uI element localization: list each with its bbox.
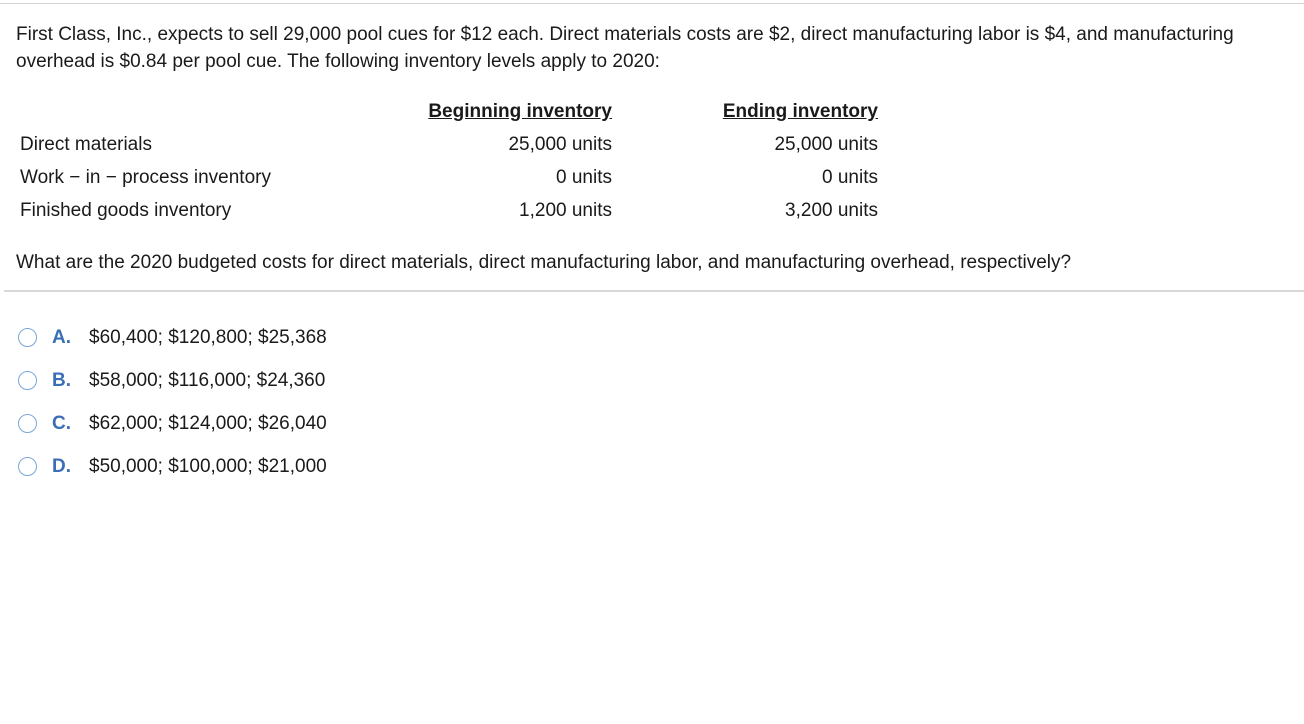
option-letter: D. — [52, 455, 71, 477]
row-ending-value: 3,200 units — [785, 200, 878, 221]
row-beginning-value: 0 units — [556, 167, 612, 188]
top-divider — [0, 3, 1304, 4]
option-text[interactable]: $58,000; $116,000; $24,360 — [89, 369, 326, 391]
option-letter: B. — [52, 369, 71, 391]
table-row — [20, 164, 880, 197]
table-row — [20, 131, 880, 164]
option-d[interactable] — [18, 445, 327, 488]
row-label: Direct materials — [20, 134, 152, 155]
row-ending-value: 25,000 units — [774, 134, 878, 155]
row-label: Work − in − process inventory — [20, 167, 271, 188]
radio-button-icon[interactable] — [18, 371, 37, 390]
radio-button-icon[interactable] — [18, 457, 37, 476]
option-c[interactable] — [18, 402, 327, 445]
option-b[interactable] — [18, 359, 327, 402]
inventory-table — [20, 98, 880, 230]
section-divider — [4, 290, 1304, 292]
option-letter: A. — [52, 326, 71, 348]
radio-button-icon[interactable] — [18, 328, 37, 347]
inventory-table-header — [20, 98, 880, 131]
option-text[interactable]: $62,000; $124,000; $26,040 — [89, 412, 327, 434]
row-beginning-value: 25,000 units — [508, 134, 612, 155]
answer-options — [18, 316, 327, 488]
header-beginning-inventory: Beginning inventory — [428, 101, 612, 122]
question-prompt: What are the 2020 budgeted costs for direct materials, direct manufacturing labor, and manufacturing overhead, respectively? — [16, 252, 1072, 273]
option-text[interactable]: $50,000; $100,000; $21,000 — [89, 455, 327, 477]
option-letter: C. — [52, 412, 71, 434]
table-row — [20, 197, 880, 230]
row-ending-value: 0 units — [822, 167, 878, 188]
row-beginning-value: 1,200 units — [519, 200, 612, 221]
option-a[interactable] — [18, 316, 327, 359]
option-text[interactable]: $60,400; $120,800; $25,368 — [89, 326, 327, 348]
header-ending-inventory: Ending inventory — [722, 101, 878, 122]
question-text: First Class, Inc., expects to sell 29,000 pool cues for $12 each. Direct materials costs are $2, direct manufacturing labor is $4, and manufacturing overhead is $0.84 per pool cue. The following inventory levels apply to 2020: — [16, 24, 1234, 72]
row-label: Finished goods inventory — [20, 200, 232, 221]
radio-button-icon[interactable] — [18, 414, 37, 433]
